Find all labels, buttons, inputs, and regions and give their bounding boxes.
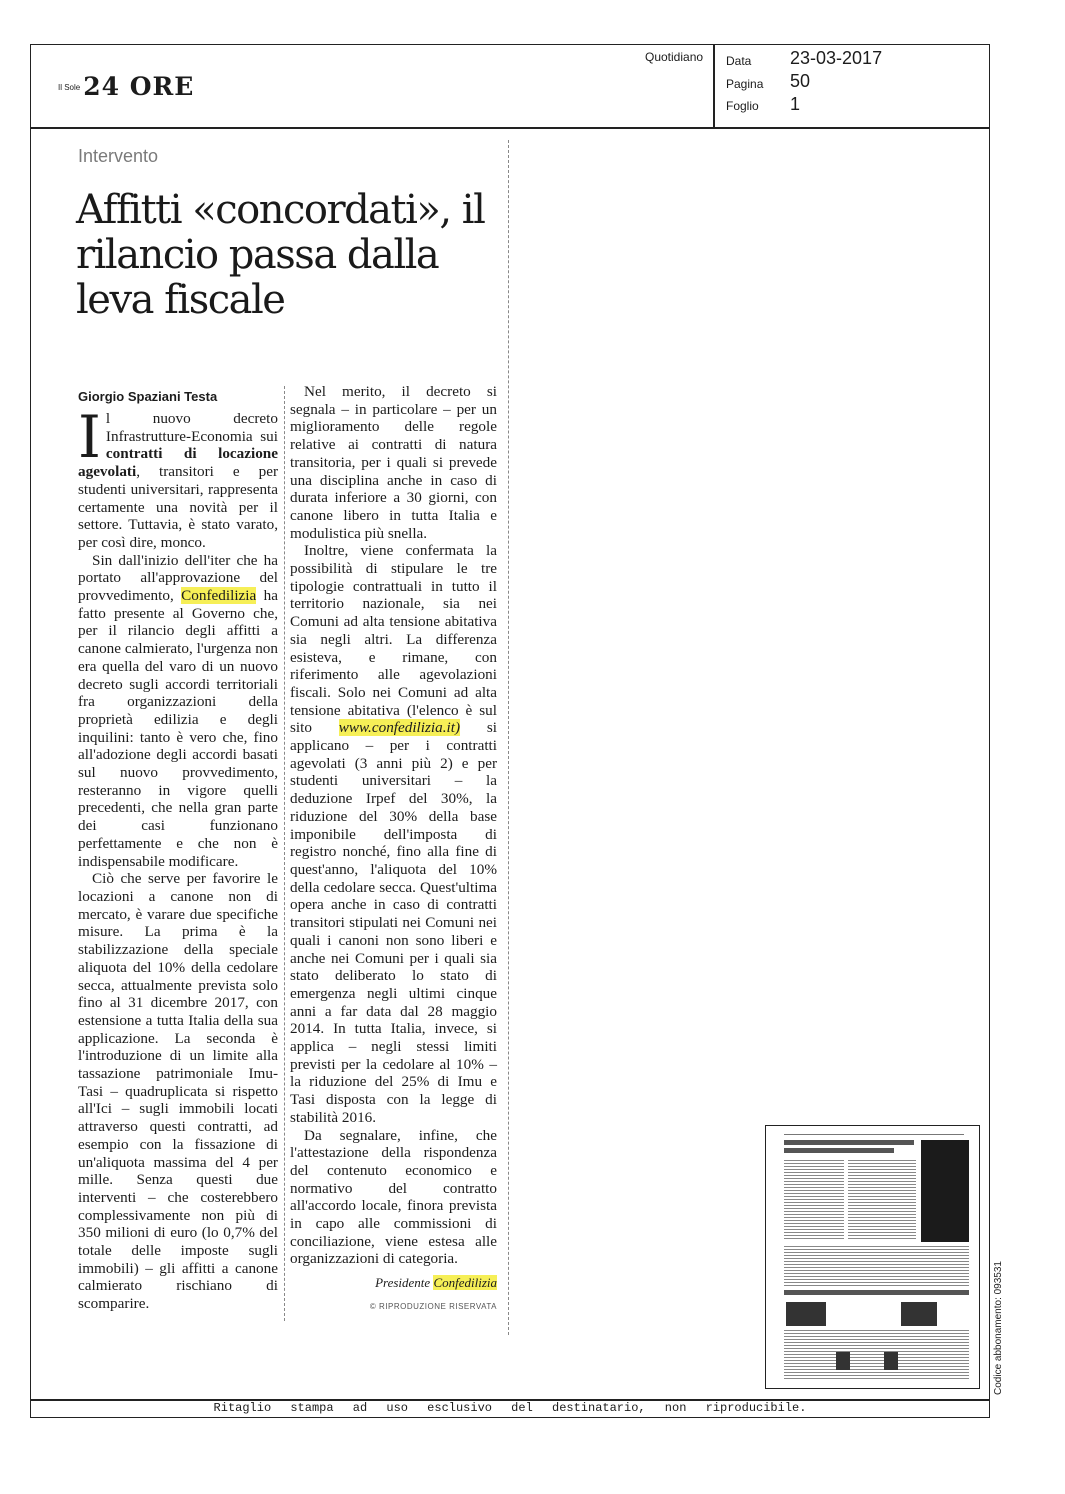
subscription-code: Codice abbonamento: 093531: [993, 1261, 1004, 1395]
paragraph-text: l nuovo decreto Infrastrutture-Economia sui: [105, 410, 278, 445]
article-rubric: Intervento: [78, 146, 159, 166]
author-signature: [290, 1274, 497, 1292]
dropcap: I: [78, 403, 101, 471]
sheet-label: Foglio: [726, 99, 759, 113]
paragraph-text: , transitori e per studenti universitari, rappresenta certamente una novità per il settore. Tuttavia, è stato varato, per così dire, monco.: [78, 463, 278, 551]
article-column-1: [78, 403, 278, 1313]
highlight-confedilizia: Confedilizia: [181, 587, 257, 605]
copyright-notice: © RIPRODUZIONE RISERVATA: [369, 1301, 497, 1311]
paragraph: [290, 542, 497, 1126]
logo-big-text: 24 ORE: [83, 72, 195, 101]
paragraph: Ciò che serve per favorire le locazioni a canone non di mercato, è varare due specifiche misure. La prima è la stabilizzazione della speciale aliquota del 10% della cedolare secca, attualmente prevista solo fino al 31 dicembre 2017, con estensione a tutta Italia della sua applicazione. La seconda è l'introduzione di un limite alla tassazione patrimoniale Imu-Tasi – quadruplicata si rispetto all'Ici – sugli immobili locati attraverso questi contratti, ad esempio con la fissazione di un'aliquota massima del 4 per mille. Senza questi due interventi – che costerebbero complessivamente non più di 350 milioni di euro (lo 0,7% del totale delle imposte sugli immobili) – gli affitti a canone calmierato rischiano di scomparire.: [78, 870, 278, 1313]
paragraph: Da segnalare, infine, che l'attestazione della rispondenza del contenuto economico e normativo del contratto all'accordo locale, finora prevista in capo alle commissioni di conciliazione, viene estesa alle organizzazioni di categoria.: [290, 1126, 497, 1268]
paragraph-text: Sin dall'inizio dell'iter che ha portato all'approvazione del provvedimento,: [78, 551, 278, 605]
paragraph: [78, 552, 278, 871]
paragraph-text: ha fatto presente al Governo che, per il rilancio degli affitti a canone calmierato, l'urgenza non era quella del varo di un nuovo decreto sugli accordi territoriali fra organizzazioni della proprietà edilizia e degli inquilini: tanto è vero che, fino all'adozione degli accordi basati sul nuovo provvedimento, resteranno in vigore quelli precedenti, che nella gran parte dei casi funzionano perfettamente e che non è indispensabile modificare.: [78, 587, 278, 870]
article-headline: Affitti «concordati», il rilancio passa dalla leva fiscale: [76, 187, 485, 323]
publication-type: Quotidiano: [645, 50, 704, 64]
sheet-value: 1: [790, 94, 801, 114]
date-label: Data: [726, 54, 752, 68]
article-author: Giorgio Spaziani Testa: [78, 389, 218, 404]
article-right-divider: [508, 140, 509, 1335]
bold-phrase: contratti di locazione agevolati: [78, 445, 278, 481]
highlight-url: www.confedilizia.it): [338, 719, 461, 737]
highlight-confedilizia: Confedilizia: [433, 1275, 497, 1291]
column-divider: [284, 386, 285, 1321]
logo-small-text: Il Sole: [58, 83, 81, 92]
page-value: 50: [790, 71, 811, 91]
signature-prefix: Presidente: [375, 1275, 434, 1291]
article-column-2: [290, 383, 497, 1316]
paragraph: [78, 403, 278, 552]
newspaper-logo: [58, 74, 194, 99]
paragraph-text: Inoltre, viene confermata la possibilità di stipulare le tre tipologie contrattuali in tutto il territorio nazionale, sia nei Comuni ad alta tensione abitativa sia negli altri. La differenza esisteva, e rimane, con riferimento alle agevolazioni fiscali. Solo nei Comuni ad alta tensione abitativa (l'elenco è sul sito: [290, 542, 497, 737]
paragraph: Nel merito, il decreto si segnala – in particolare – per un miglioramento delle regole relative ai contratti di natura transitoria, per i quali si prevede una disciplina anche in caso di durata inferiore a 30 giorni, con canone libero in tutta Italia e modulistica più snella.: [290, 383, 497, 542]
page-label: Pagina: [726, 77, 764, 91]
page-thumbnail: [765, 1125, 980, 1389]
footer-notice: Ritaglio stampa ad uso esclusivo del destinatario, non riproducibile.: [213, 1401, 807, 1415]
paragraph-text: si applicano – per i contratti agevolati (3 anni più 2) e per studenti universitari – la deduzione Irpef del 30%, la riduzione del 30% della base imponibile dell'imposta di registro nonché, fino alla fine di quest'anno, l'aliquota del 10% della cedolare secca. Quest'ultima opera anche in caso di contratti transitori stipulati nei Comuni nei quali i canoni non sono liberi e anche nei Comuni per i quali sia stato deliberato lo stato di emergenza negli ultimi cinque anni a far data dal 28 maggio 2014. In tutta Italia, invece, si applica – negli stessi limiti previsti per la cedolare al 10% – la riduzione del 25% di Imu e Tasi disposta con la legge di stabilità 2016.: [290, 719, 497, 1126]
date-value: 23-03-2017: [790, 48, 883, 68]
